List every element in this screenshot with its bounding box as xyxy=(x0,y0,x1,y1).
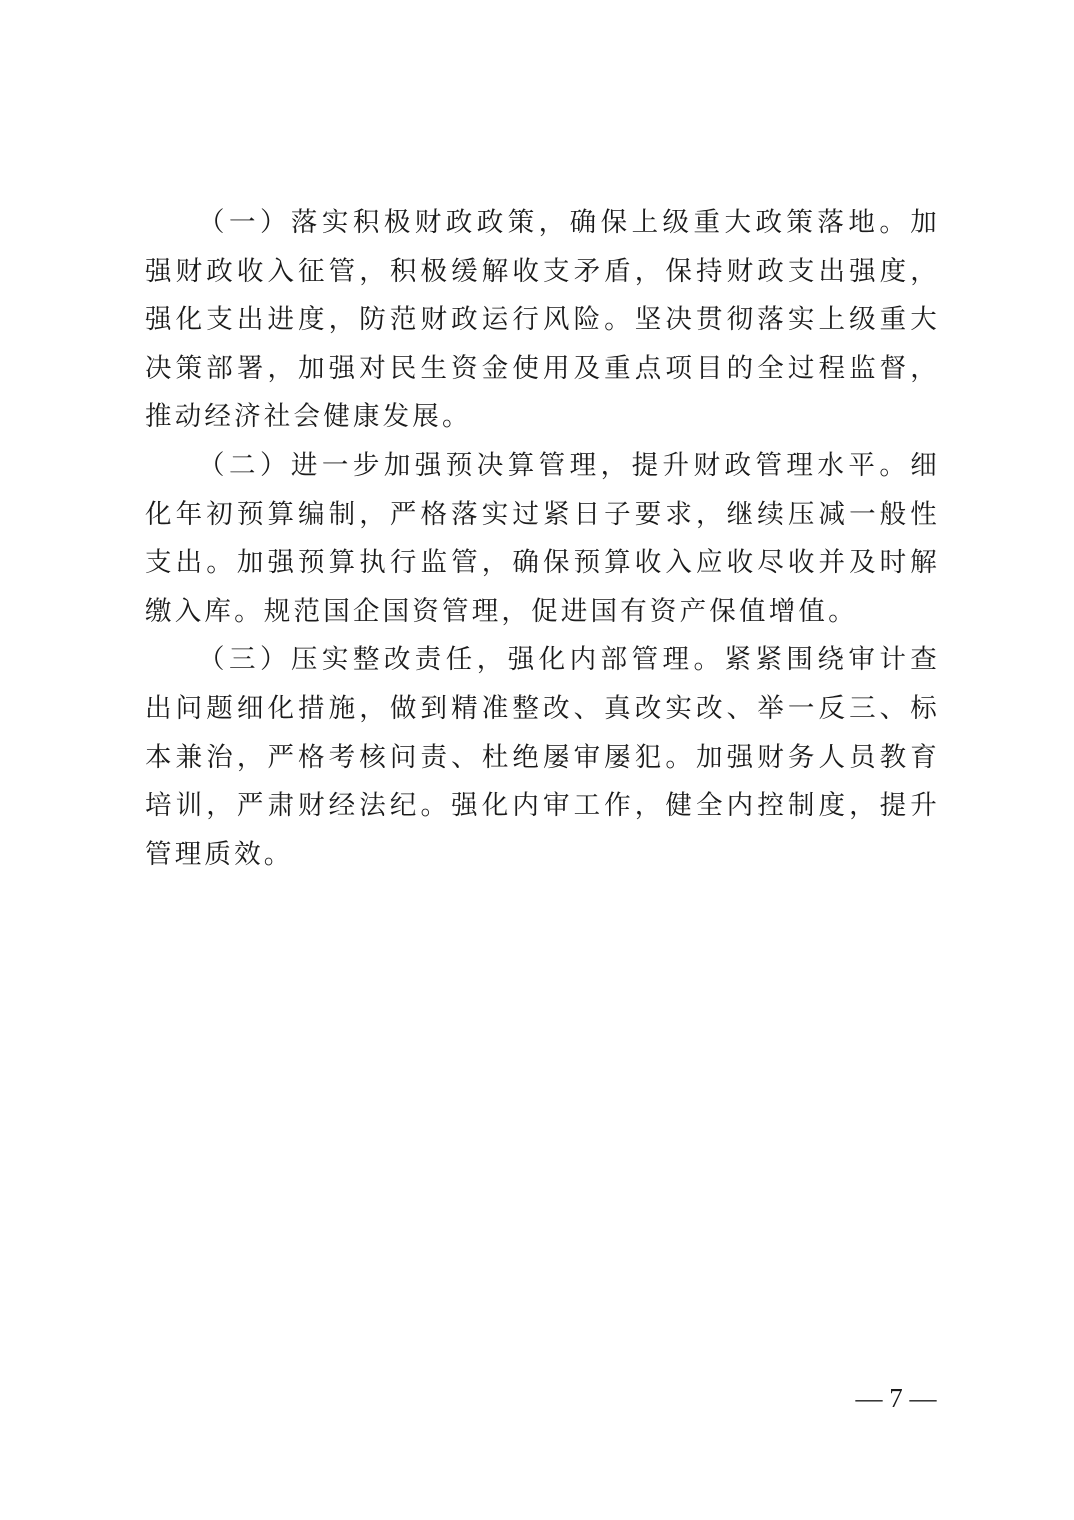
page-number: — 7 — xyxy=(855,1383,937,1413)
document-body xyxy=(145,199,940,879)
paragraph-section-1: （一）落实积极财政政策，确保上级重大政策落地。加强财政收入征管，积极缓解收支矛盾，保持财政支出强度，强化支出进度，防范财政运行风险。坚决贯彻落实上级重大决策部署，加强对民生资金使用及重点项目的全过程监督，推动经济社会健康发展。 xyxy=(145,207,940,433)
paragraph-section-2: （二）进一步加强预决算管理，提升财政管理水平。细化年初预算编制，严格落实过紧日子要求，继续压减一般性支出。加强预算执行监管，确保预算收入应收尽收并及时解缴入库。规范国企国资管理，促进国有资产保值增值。 xyxy=(145,449,940,627)
paragraph-section-3: （三）压实整改责任，强化内部管理。紧紧围绕审计查出问题细化措施，做到精准整改、真改实改、举一反三、标本兼治，严格考核问责、杜绝屡审屡犯。加强财务人员教育培训，严肃财经法纪。强化内审工作，健全内控制度，提升管理质效。 xyxy=(145,644,940,870)
